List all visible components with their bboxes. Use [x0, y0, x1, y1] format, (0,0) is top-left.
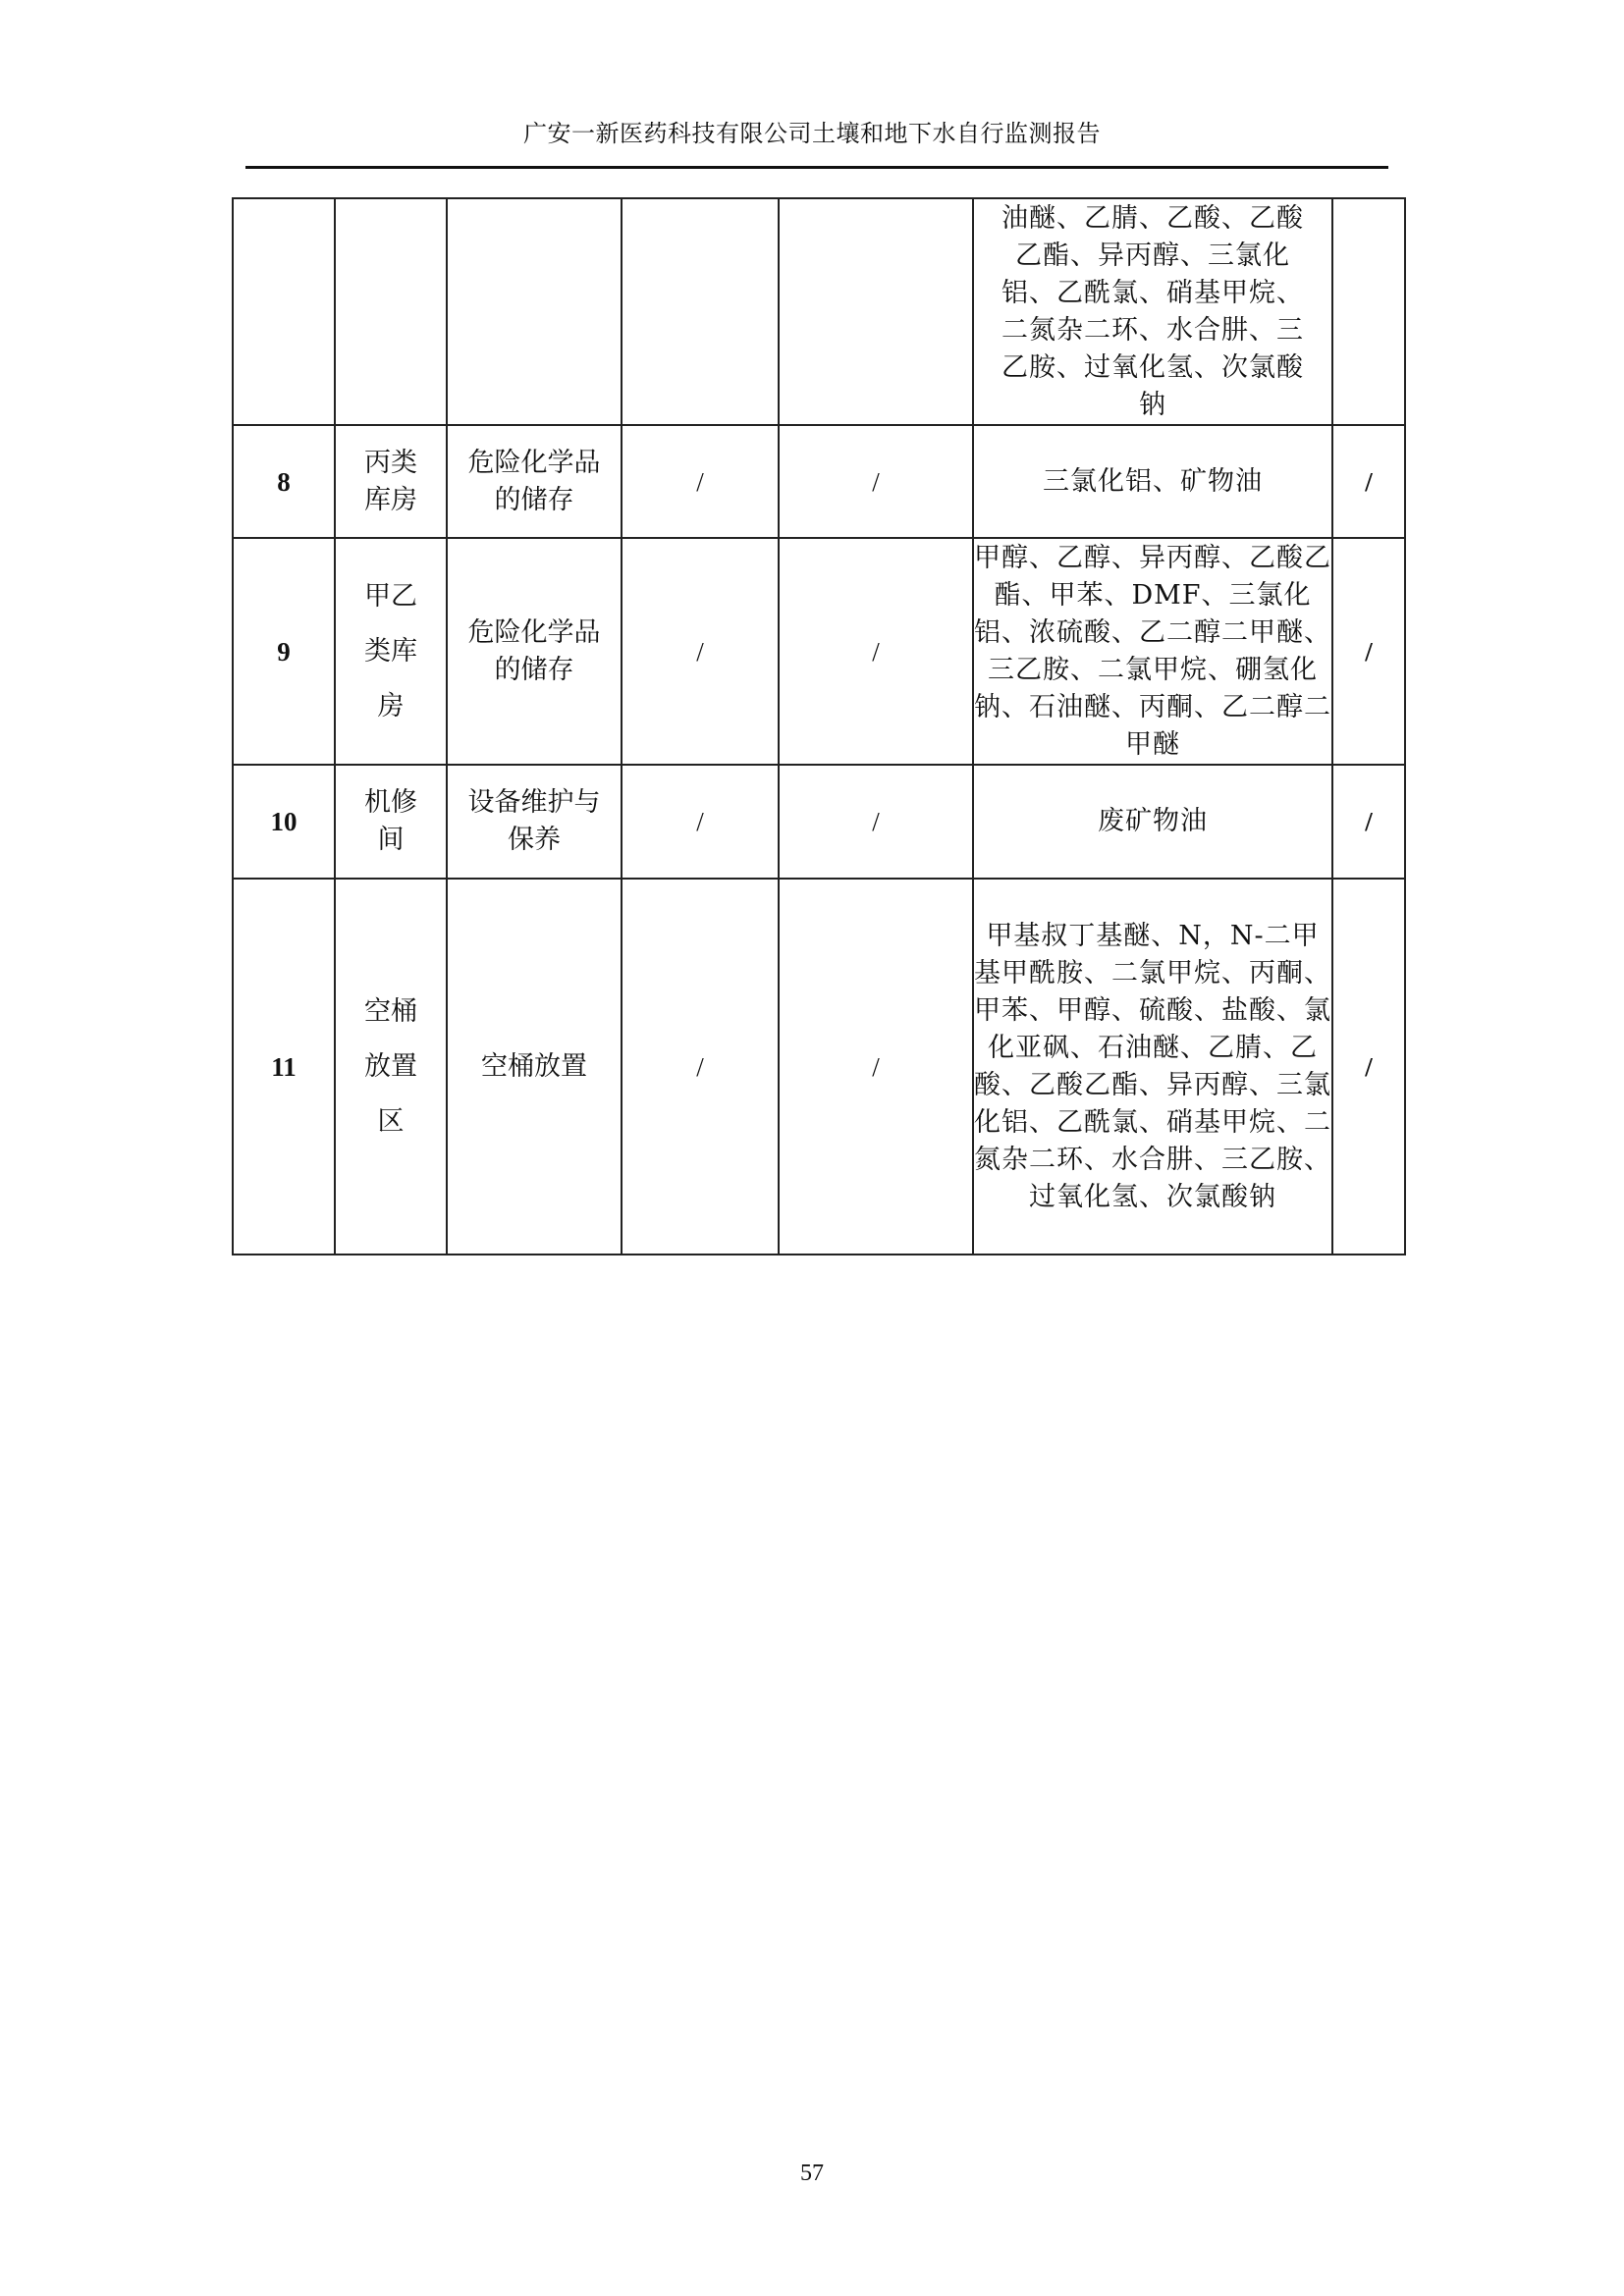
table-row [233, 198, 1405, 425]
cell-area: 机修间 [335, 765, 447, 879]
table-row [233, 765, 1405, 879]
table-row [233, 538, 1405, 765]
cell-substances: 甲醇、乙醇、异丙醇、乙酸乙酯、甲苯、DMF、三氯化铝、浓硫酸、乙二醇二甲醚、三乙胺、二氯甲烷、硼氢化钠、石油醚、丙酮、乙二醇二甲醚 [973, 538, 1332, 765]
cell-no: 8 [233, 425, 335, 538]
cell-col6: / [1332, 538, 1405, 765]
cell-area: 空桶放置区 [335, 879, 447, 1255]
cell-activity: 危险化学品的储存 [447, 538, 622, 765]
cell-activity: 危险化学品的储存 [447, 425, 622, 538]
table-row [233, 425, 1405, 538]
cell-col3: / [622, 879, 779, 1255]
cell-area: 甲乙类库房 [335, 538, 447, 765]
cell-substances: 三氯化铝、矿物油 [973, 425, 1332, 538]
cell-substances: 甲基叔丁基醚、N，N-二甲基甲酰胺、二氯甲烷、丙酮、甲苯、甲醇、硫酸、盐酸、氯化亚砜、石油醚、乙腈、乙酸、乙酸乙酯、异丙醇、三氯化铝、乙酰氯、硝基甲烷、二氮杂二环、水合肼、三乙胺、过氧化氢、次氯酸钠 [973, 879, 1332, 1255]
cell-activity [447, 198, 622, 425]
cell-col3: / [622, 425, 779, 538]
cell-col4: / [779, 765, 973, 879]
cell-area [335, 198, 447, 425]
page-number: 57 [800, 2161, 824, 2186]
cell-substances: 废矿物油 [973, 765, 1332, 879]
cell-col6: / [1332, 425, 1405, 538]
cell-col4: / [779, 879, 973, 1255]
cell-col4: / [779, 425, 973, 538]
cell-col3: / [622, 765, 779, 879]
header-divider [245, 166, 1388, 169]
cell-col6 [1332, 198, 1405, 425]
cell-col6: / [1332, 879, 1405, 1255]
cell-col4 [779, 198, 973, 425]
cell-no: 9 [233, 538, 335, 765]
cell-no: 11 [233, 879, 335, 1255]
monitoring-table [232, 197, 1406, 1255]
cell-activity: 空桶放置 [447, 879, 622, 1255]
cell-col6: / [1332, 765, 1405, 879]
cell-col3 [622, 198, 779, 425]
table-row [233, 879, 1405, 1255]
cell-col4: / [779, 538, 973, 765]
cell-no [233, 198, 335, 425]
cell-area: 丙类库房 [335, 425, 447, 538]
report-header-title: 广安一新医药科技有限公司土壤和地下水自行监测报告 [523, 120, 1101, 147]
cell-no: 10 [233, 765, 335, 879]
cell-substances: 油醚、乙腈、乙酸、乙酸乙酯、异丙醇、三氯化铝、乙酰氯、硝基甲烷、二氮杂二环、水合肼、三乙胺、过氧化氢、次氯酸钠 [973, 198, 1332, 425]
cell-activity: 设备维护与保养 [447, 765, 622, 879]
cell-col3: / [622, 538, 779, 765]
